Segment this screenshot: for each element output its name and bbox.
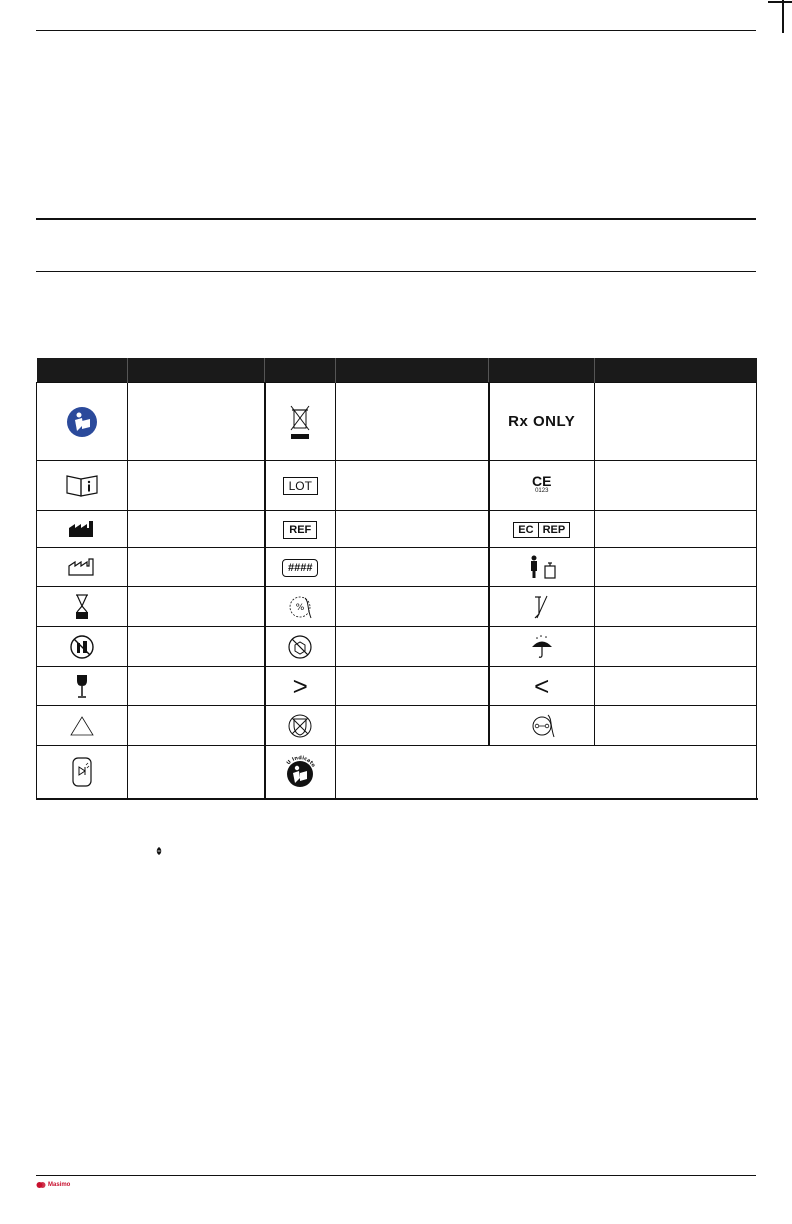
non-sterile-icon	[287, 713, 313, 739]
company-logo	[36, 1180, 70, 1190]
no-natural-latex-icon	[69, 634, 95, 660]
symbol-cell	[489, 706, 595, 746]
description-cell	[128, 627, 265, 667]
logo-mark-icon	[36, 1180, 46, 1190]
description-cell	[336, 511, 489, 548]
table-row	[37, 548, 757, 587]
fragile-icon	[75, 673, 89, 699]
symbol-cell	[489, 627, 595, 667]
table-row	[37, 746, 757, 799]
manufacturer-icon	[67, 520, 97, 538]
description-cell	[336, 706, 489, 746]
use-by-icon	[74, 594, 90, 620]
symbol-cell	[37, 627, 128, 667]
table-row	[37, 706, 757, 746]
notified-body-number: 0123	[535, 488, 549, 494]
symbol-cell	[489, 383, 595, 461]
description-cell	[128, 706, 265, 746]
table-row	[37, 511, 757, 548]
description-cell	[595, 667, 757, 706]
description-cell	[595, 706, 757, 746]
description-cell	[128, 667, 265, 706]
ref-label: REF	[283, 521, 317, 539]
symbol-cell	[37, 746, 128, 799]
description-cell	[128, 548, 265, 587]
symbol-cell	[265, 461, 336, 511]
body-weight-icon	[528, 555, 556, 579]
table-row	[37, 461, 757, 511]
symbol-cell	[37, 667, 128, 706]
keep-dry-icon	[529, 634, 555, 660]
svg-text:%: %	[295, 602, 305, 613]
symbol-cell	[265, 667, 336, 706]
symbol-cell	[489, 511, 595, 548]
ifu-indicator-icon	[282, 754, 318, 790]
description-cell	[128, 511, 265, 548]
table-row	[37, 383, 757, 461]
follow-instructions-icon	[66, 406, 98, 438]
description-cell	[128, 746, 265, 799]
temperature-limit-icon	[531, 594, 553, 620]
do-not-use-if-damaged-icon	[287, 634, 313, 660]
less-than-icon: <	[534, 670, 550, 701]
table-header-row	[37, 358, 757, 383]
table-row	[37, 667, 757, 706]
description-cell	[595, 383, 757, 461]
symbol-cell	[37, 511, 128, 548]
crop-mark	[768, 1, 792, 3]
ec-rep-icon	[513, 522, 570, 538]
symbol-cell	[489, 461, 595, 511]
description-cell	[336, 627, 489, 667]
symbol-cell	[265, 383, 336, 461]
description-cell	[336, 587, 489, 627]
table-row	[37, 627, 757, 667]
symbol-cell	[37, 587, 128, 627]
ec-text: EC	[518, 524, 534, 536]
section-rule	[36, 218, 756, 220]
description-cell	[128, 461, 265, 511]
description-cell	[595, 548, 757, 587]
symbol-cell	[489, 548, 595, 587]
symbol-cell	[265, 511, 336, 548]
atmospheric-pressure-icon	[528, 713, 556, 739]
description-cell	[336, 461, 489, 511]
symbol-cell	[265, 627, 336, 667]
description-cell	[336, 667, 489, 706]
description-cell	[336, 548, 489, 587]
humidity-limit-icon	[287, 594, 313, 620]
rx-only-label: Rx ONLY	[508, 412, 576, 430]
description-cell	[595, 511, 757, 548]
consult-instructions-icon	[65, 474, 99, 498]
symbol-cell	[265, 587, 336, 627]
lot-label: LOT	[283, 477, 318, 495]
symbol-cell	[265, 706, 336, 746]
symbol-cell	[489, 667, 595, 706]
ce-mark-text: CE	[532, 473, 552, 489]
symbols-table	[36, 358, 757, 800]
section-rule	[36, 271, 756, 272]
caution-icon	[69, 715, 95, 737]
description-cell	[128, 383, 265, 461]
model-number-label: ####	[282, 559, 318, 577]
small-symbol-icon	[155, 843, 163, 861]
top-rule	[36, 30, 756, 31]
logo-text: Masimo	[48, 1182, 71, 1188]
table-row	[37, 587, 757, 627]
symbol-cell	[265, 746, 336, 799]
description-cell	[595, 627, 757, 667]
rep-text: REP	[538, 523, 570, 537]
date-of-manufacture-icon	[67, 558, 97, 576]
crop-mark	[782, 0, 784, 33]
weee-crossed-bin-icon	[288, 404, 312, 440]
description-cell	[128, 587, 265, 627]
ce-mark-icon	[532, 474, 551, 495]
symbol-cell	[37, 383, 128, 461]
symbol-cell	[37, 548, 128, 587]
description-cell	[595, 587, 757, 627]
ifu-indicator-label: U Indicato	[285, 754, 317, 769]
description-cell	[336, 746, 757, 799]
description-cell	[595, 461, 757, 511]
symbol-cell	[37, 706, 128, 746]
description-cell	[336, 383, 489, 461]
symbol-cell	[37, 461, 128, 511]
symbol-cell	[489, 587, 595, 627]
light-emitting-icon	[71, 756, 93, 788]
symbol-cell	[265, 548, 336, 587]
footer-rule	[36, 1175, 756, 1176]
greater-than-icon: >	[292, 670, 308, 701]
